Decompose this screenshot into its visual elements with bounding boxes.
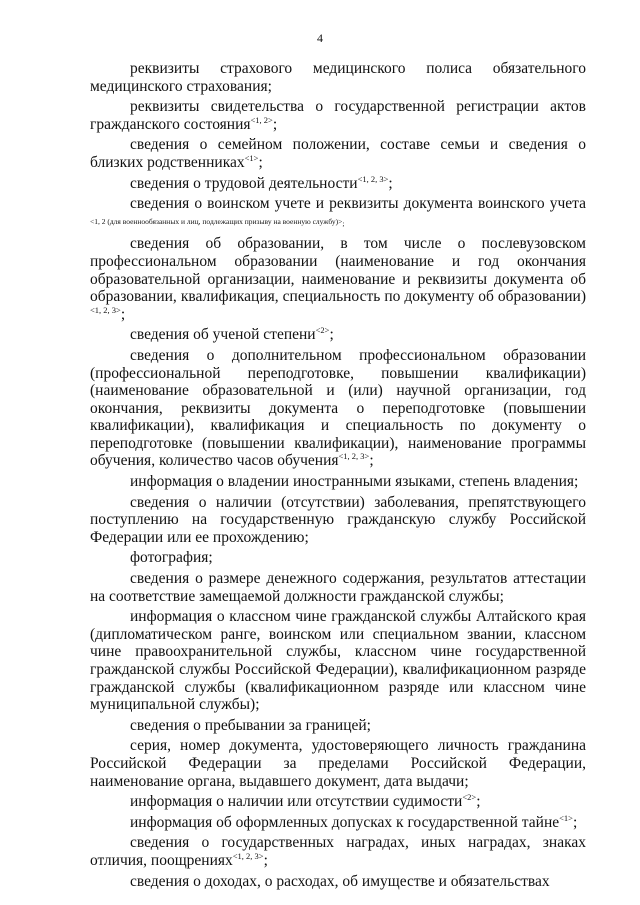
paragraph-text: сведения о трудовой деятельности bbox=[130, 174, 358, 192]
paragraph bbox=[90, 570, 586, 605]
paragraph bbox=[90, 326, 586, 344]
page-number: 4 bbox=[317, 31, 323, 45]
paragraph-tail: ; bbox=[369, 452, 374, 470]
paragraph-tail: ; bbox=[258, 153, 263, 171]
paragraph-text: реквизиты свидетельства о государственной регистрации актов гражданского состояния bbox=[90, 98, 586, 133]
paragraph-text: сведения о наличии (отсутствии) заболевания, препятствующего поступлению на государственную гражданскую службу Российской Федерации или ее прохождению; bbox=[90, 493, 586, 546]
footnote-ref: <1, 2 (для военнообязанных и лиц, подлежащих призыву на военную службу)> bbox=[90, 216, 343, 226]
paragraph-text: сведения об ученой степени bbox=[130, 326, 316, 344]
paragraph bbox=[90, 175, 586, 193]
document-body bbox=[90, 60, 586, 893]
footnote-ref: <2> bbox=[315, 325, 330, 336]
paragraph-text: сведения о размере денежного содержания, результатов аттестации на соответствие замещаемой должности гражданской службы; bbox=[90, 570, 586, 605]
paragraph-text: сведения о дополнительном профессиональном образовании (профессиональной переподготовке, повышении квалификации) (наименование образовательной и (или) научной организации, год окончания, реквизиты документа о переподготовке (повышении квалификации), квалификация и специальность по документу о переподготовке (повышении квалификации), наименование программы обучения, количество часов обучения bbox=[90, 346, 586, 470]
paragraph-tail: ; bbox=[388, 174, 393, 192]
paragraph bbox=[90, 873, 586, 891]
paragraph-tail: ; bbox=[263, 851, 268, 869]
footnote-ref: <1> bbox=[559, 812, 573, 823]
paragraph bbox=[90, 834, 586, 869]
paragraph bbox=[90, 549, 586, 567]
paragraph bbox=[90, 814, 586, 832]
paragraph-text: фотография; bbox=[130, 549, 213, 567]
paragraph-tail: ; bbox=[476, 793, 481, 811]
paragraph-tail: ; bbox=[272, 115, 278, 133]
paragraph-tail: ; bbox=[120, 305, 126, 323]
paragraph bbox=[90, 717, 586, 735]
paragraph-text: сведения о пребывании за границей; bbox=[130, 716, 371, 734]
footnote-ref: <1, 2, 3> bbox=[90, 304, 121, 315]
paragraph-text: сведения о семейном положении, составе семьи и сведения о близких родственниках bbox=[90, 136, 586, 171]
paragraph-tail: ; bbox=[329, 326, 334, 344]
paragraph-tail: ; bbox=[342, 218, 345, 228]
paragraph-text: реквизиты страхового медицинского полиса обязательного медицинского страхования; bbox=[90, 60, 586, 95]
paragraph bbox=[90, 136, 586, 171]
footnote-ref: <1> bbox=[244, 152, 259, 163]
paragraph-text: информация о классном чине гражданской службы Алтайского края (дипломатическом ранге, воинском или специальном звании, классном чине правоохранительной службы, классном чине государственной гражданской службы Российской Федерации), квалификационном разряде гражданской службы (квалификационном разряде или классном чине муниципальной службы); bbox=[90, 608, 586, 714]
paragraph-tail: ; bbox=[572, 813, 578, 831]
paragraph-text: сведения об образовании, в том числе о послевузовском профессиональном образовании (наименование и год окончания образовательной организации, наименование и реквизиты документа об образовании, квалификация, специальность по документу об образовании) bbox=[90, 235, 586, 306]
footnote-ref: <1, 2> bbox=[250, 114, 273, 125]
paragraph bbox=[90, 494, 586, 547]
paragraph bbox=[90, 473, 586, 491]
footnote-ref: <2> bbox=[462, 792, 477, 803]
paragraph-text: информация о владении иностранными языками, степень владения; bbox=[130, 473, 579, 491]
paragraph bbox=[90, 235, 586, 323]
paragraph bbox=[90, 60, 586, 95]
footnote-ref: <1, 2, 3> bbox=[338, 451, 370, 462]
paragraph-text: информация о наличии или отсутствии судимости bbox=[130, 793, 463, 811]
paragraph-text: серия, номер документа, удостоверяющего личность гражданина Российской Федерации за пределами Российской Федерации, наименование органа, выдавшего документ, дата выдачи; bbox=[90, 737, 586, 790]
paragraph-text: сведения о государственных наградах, иных наградах, знаках отличия, поощрениях bbox=[90, 834, 586, 869]
paragraph bbox=[90, 347, 586, 470]
paragraph bbox=[90, 737, 586, 790]
paragraph-text: информация об оформленных допусках к государственной тайне bbox=[130, 813, 560, 831]
paragraph bbox=[90, 608, 586, 714]
paragraph bbox=[90, 195, 586, 232]
paragraph-text: сведения о воинском учете и реквизиты документа воинского учета bbox=[130, 195, 586, 213]
paragraph-text: сведения о доходах, о расходах, об имуществе и обязательствах bbox=[130, 872, 550, 890]
paragraph bbox=[90, 793, 586, 811]
paragraph bbox=[90, 98, 586, 133]
footnote-ref: <1, 2, 3> bbox=[232, 850, 264, 861]
footnote-ref: <1, 2, 3> bbox=[357, 173, 389, 184]
